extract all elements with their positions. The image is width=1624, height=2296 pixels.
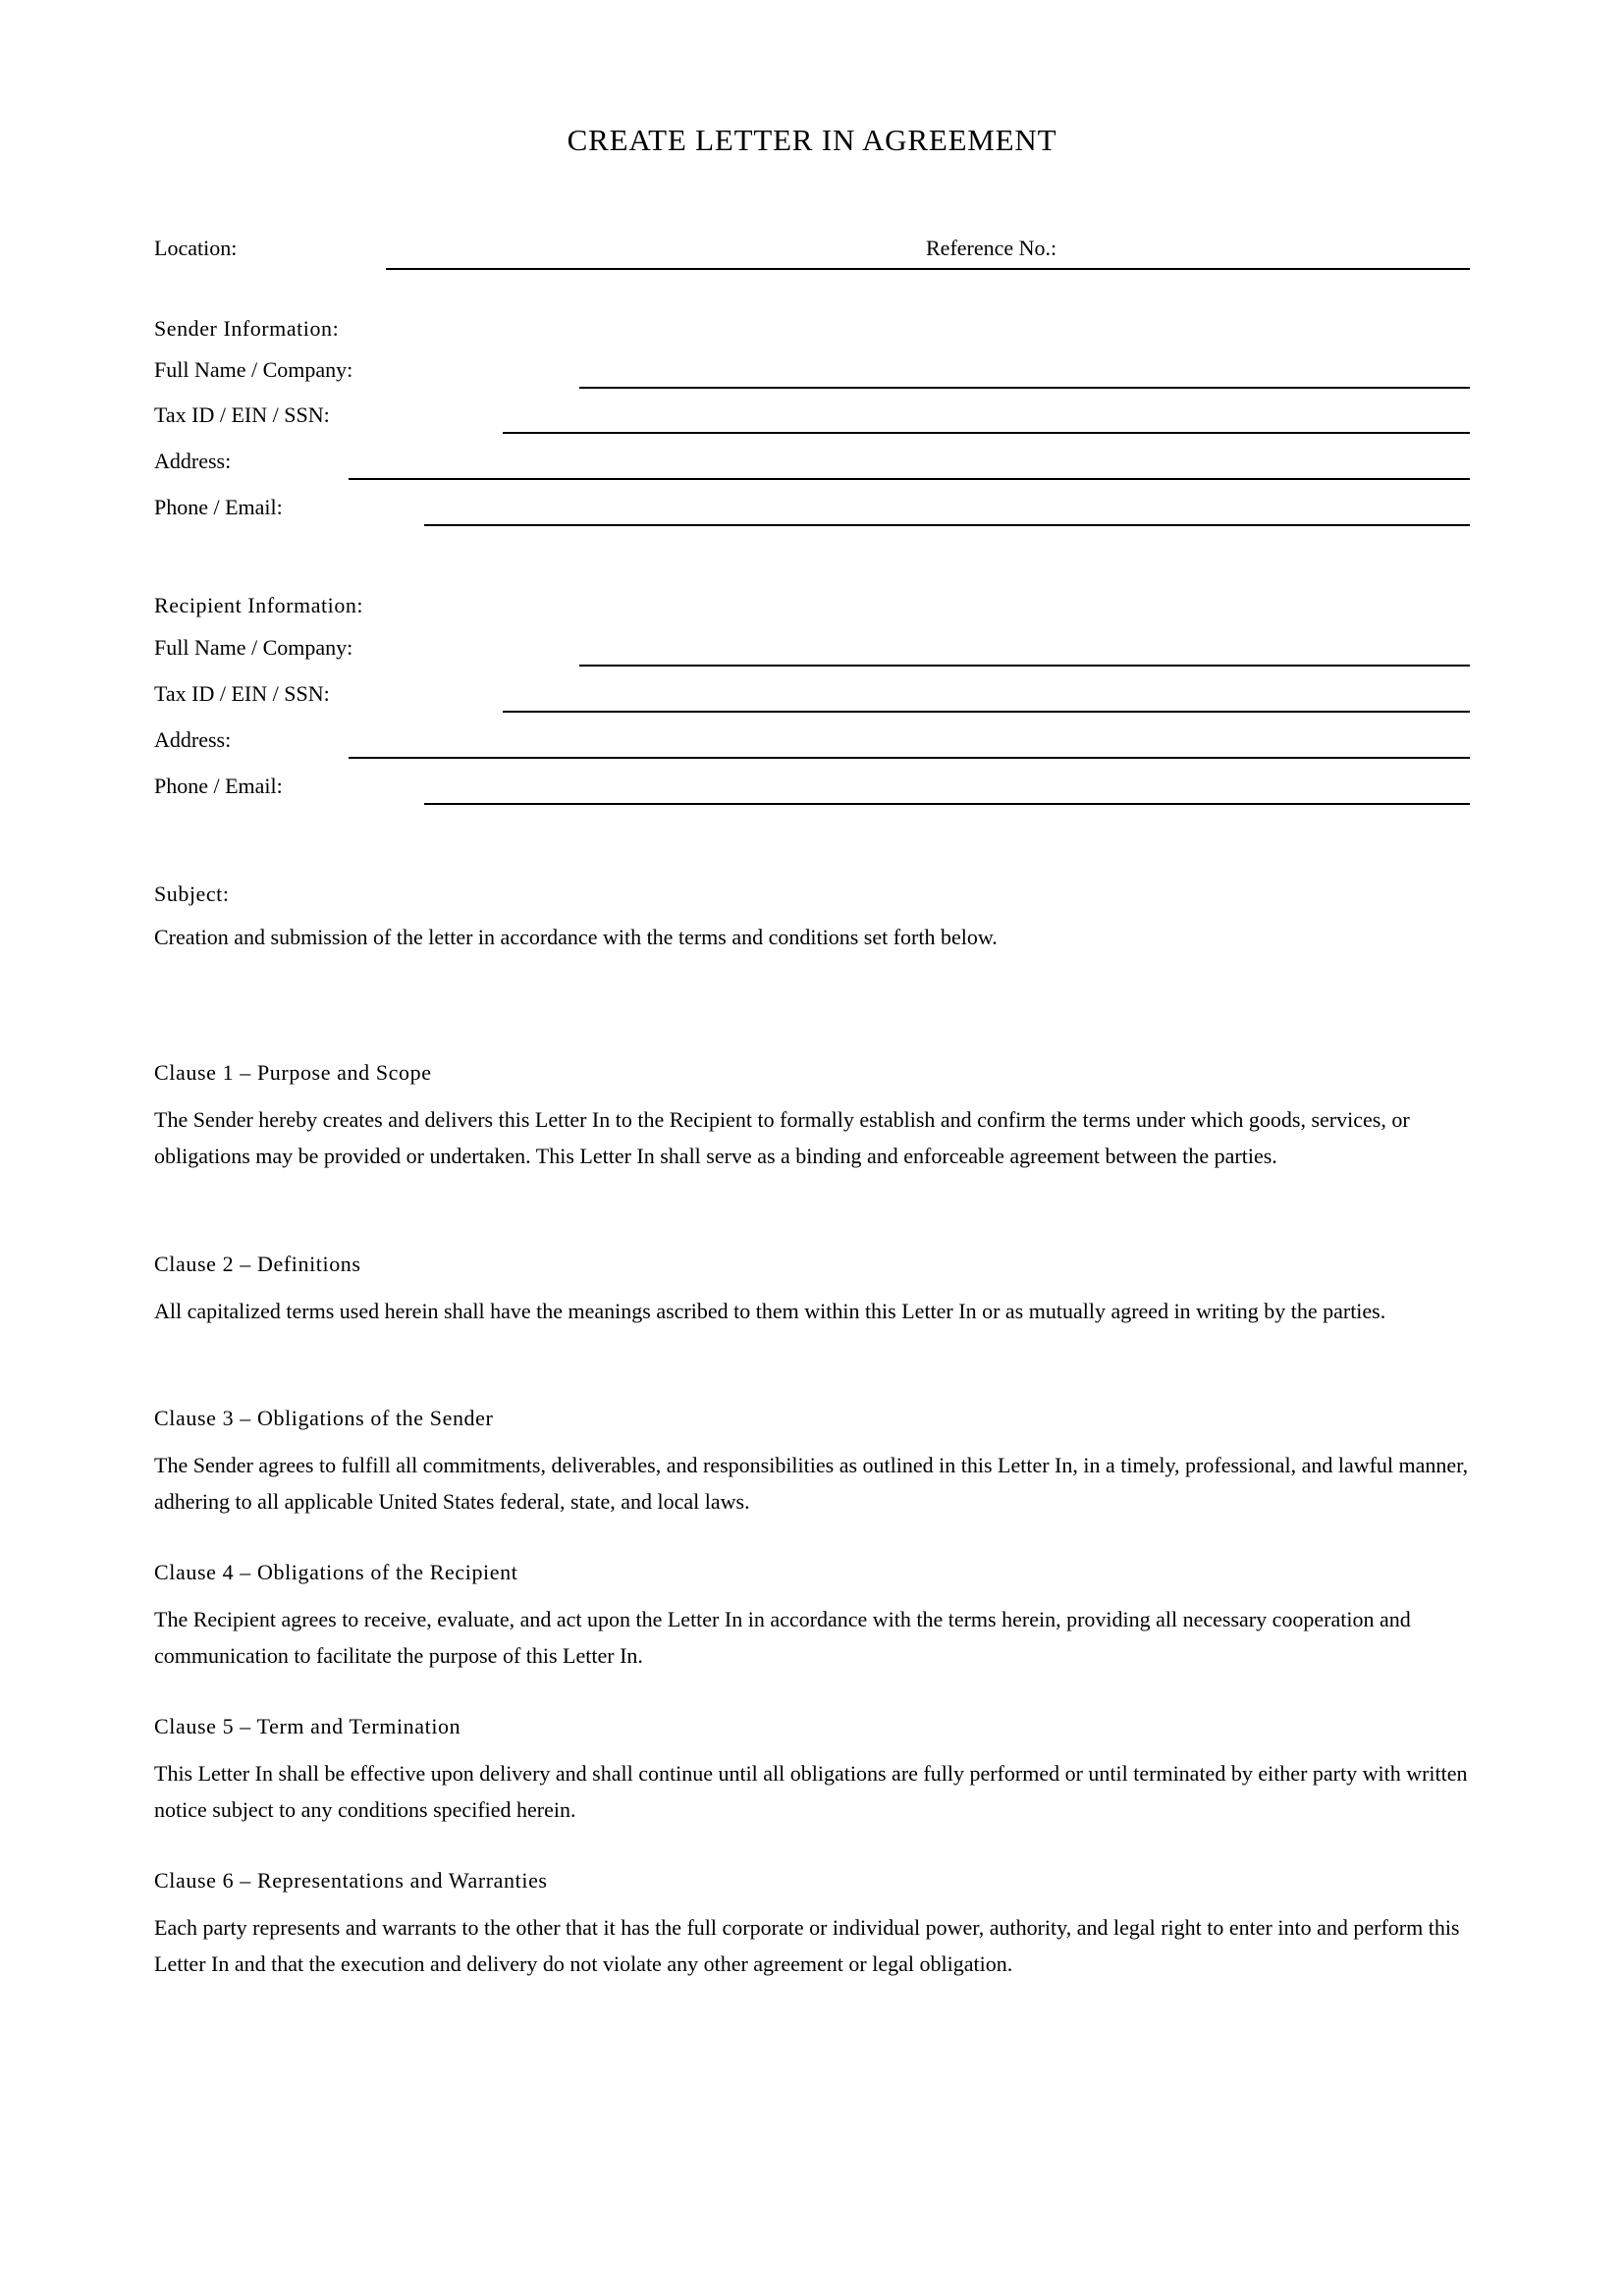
clause-6 — [154, 1866, 1472, 1982]
reference-number-label: Reference No.: — [926, 236, 1057, 260]
clause-5-body: This Letter In shall be effective upon delivery and shall continue until all obligations are fully performed or until terminated by either party with written notice subject to any conditions specified herein. — [154, 1761, 1468, 1822]
clause-4-title: Clause 4 – Obligations of the Recipient — [154, 1560, 518, 1584]
recipient-information-heading: Recipient Information: — [154, 593, 364, 617]
clause-1 — [154, 1058, 1472, 1174]
clause-4 — [154, 1558, 1472, 1674]
sender-address-row — [154, 447, 1470, 478]
recipient-full-name-row — [154, 633, 1470, 665]
clause-2 — [154, 1250, 1472, 1329]
recipient-phone-email-label: Phone / Email: — [154, 774, 283, 798]
clause-1-body: The Sender hereby creates and delivers this Letter In to the Recipient to formally establish and confirm the terms under which goods, services, or obligations may be provided or undertaken. This Letter In shall serve as a binding and enforceable agreement between the parties. — [154, 1107, 1410, 1168]
recipient-address-row — [154, 725, 1470, 757]
sender-full-name-label: Full Name / Company: — [154, 357, 353, 382]
clause-2-body: All capitalized terms used herein shall have the meanings ascribed to them within this Letter In or as mutually agreed in writing by the parties. — [154, 1299, 1386, 1323]
recipient-tax-id-label: Tax ID / EIN / SSN: — [154, 681, 330, 706]
clause-3 — [154, 1404, 1472, 1520]
sender-phone-email-row — [154, 493, 1470, 524]
sender-address-label: Address: — [154, 449, 232, 473]
subject-body-text: Creation and submission of the letter in accordance with the terms and conditions set forth below. — [154, 925, 998, 949]
clause-6-body: Each party represents and warrants to the other that it has the full corporate or individual power, authority, and legal right to enter into and perform this Letter In and that the execution and delivery do not violate any other agreement or legal obligation. — [154, 1915, 1460, 1976]
page-title: CREATE LETTER IN AGREEMENT — [567, 123, 1057, 157]
location-reference-fill-line[interactable] — [386, 268, 1470, 270]
sender-full-name-fill-line[interactable] — [579, 387, 1470, 389]
subject-heading: Subject: — [154, 881, 230, 906]
clause-2-title: Clause 2 – Definitions — [154, 1252, 361, 1276]
clause-3-body: The Sender agrees to fulfill all commitments, deliverables, and responsibilities as outlined in this Letter In, in a timely, professional, and lawful manner, adhering to all applicable United States federal, state, and local laws. — [154, 1453, 1469, 1514]
sender-tax-id-label: Tax ID / EIN / SSN: — [154, 402, 330, 427]
location-label: Location: — [154, 236, 238, 260]
recipient-tax-id-fill-line[interactable] — [503, 711, 1470, 713]
sender-phone-email-label: Phone / Email: — [154, 495, 283, 519]
clause-1-title: Clause 1 – Purpose and Scope — [154, 1060, 432, 1085]
recipient-full-name-label: Full Name / Company: — [154, 635, 353, 660]
clause-4-body: The Recipient agrees to receive, evaluate, and act upon the Letter In in accordance with the terms herein, providing all necessary cooperation and communication to facilitate the purpose of this Letter In. — [154, 1607, 1411, 1668]
clause-5-title: Clause 5 – Term and Termination — [154, 1714, 461, 1738]
sender-tax-id-fill-line[interactable] — [503, 432, 1470, 434]
recipient-address-fill-line[interactable] — [349, 757, 1470, 759]
sender-information-heading: Sender Information: — [154, 316, 340, 341]
recipient-phone-email-row — [154, 772, 1470, 803]
clause-3-title: Clause 3 – Obligations of the Sender — [154, 1406, 494, 1430]
recipient-address-label: Address: — [154, 727, 232, 752]
sender-tax-id-row — [154, 400, 1470, 432]
sender-phone-email-fill-line[interactable] — [424, 524, 1470, 526]
location-reference-row — [154, 234, 1470, 267]
recipient-full-name-fill-line[interactable] — [579, 665, 1470, 667]
sender-address-fill-line[interactable] — [349, 478, 1470, 480]
recipient-tax-id-row — [154, 679, 1470, 711]
clause-6-title: Clause 6 – Representations and Warranties — [154, 1868, 548, 1893]
sender-full-name-row — [154, 355, 1470, 387]
recipient-phone-email-fill-line[interactable] — [424, 803, 1470, 805]
clause-5 — [154, 1712, 1472, 1828]
